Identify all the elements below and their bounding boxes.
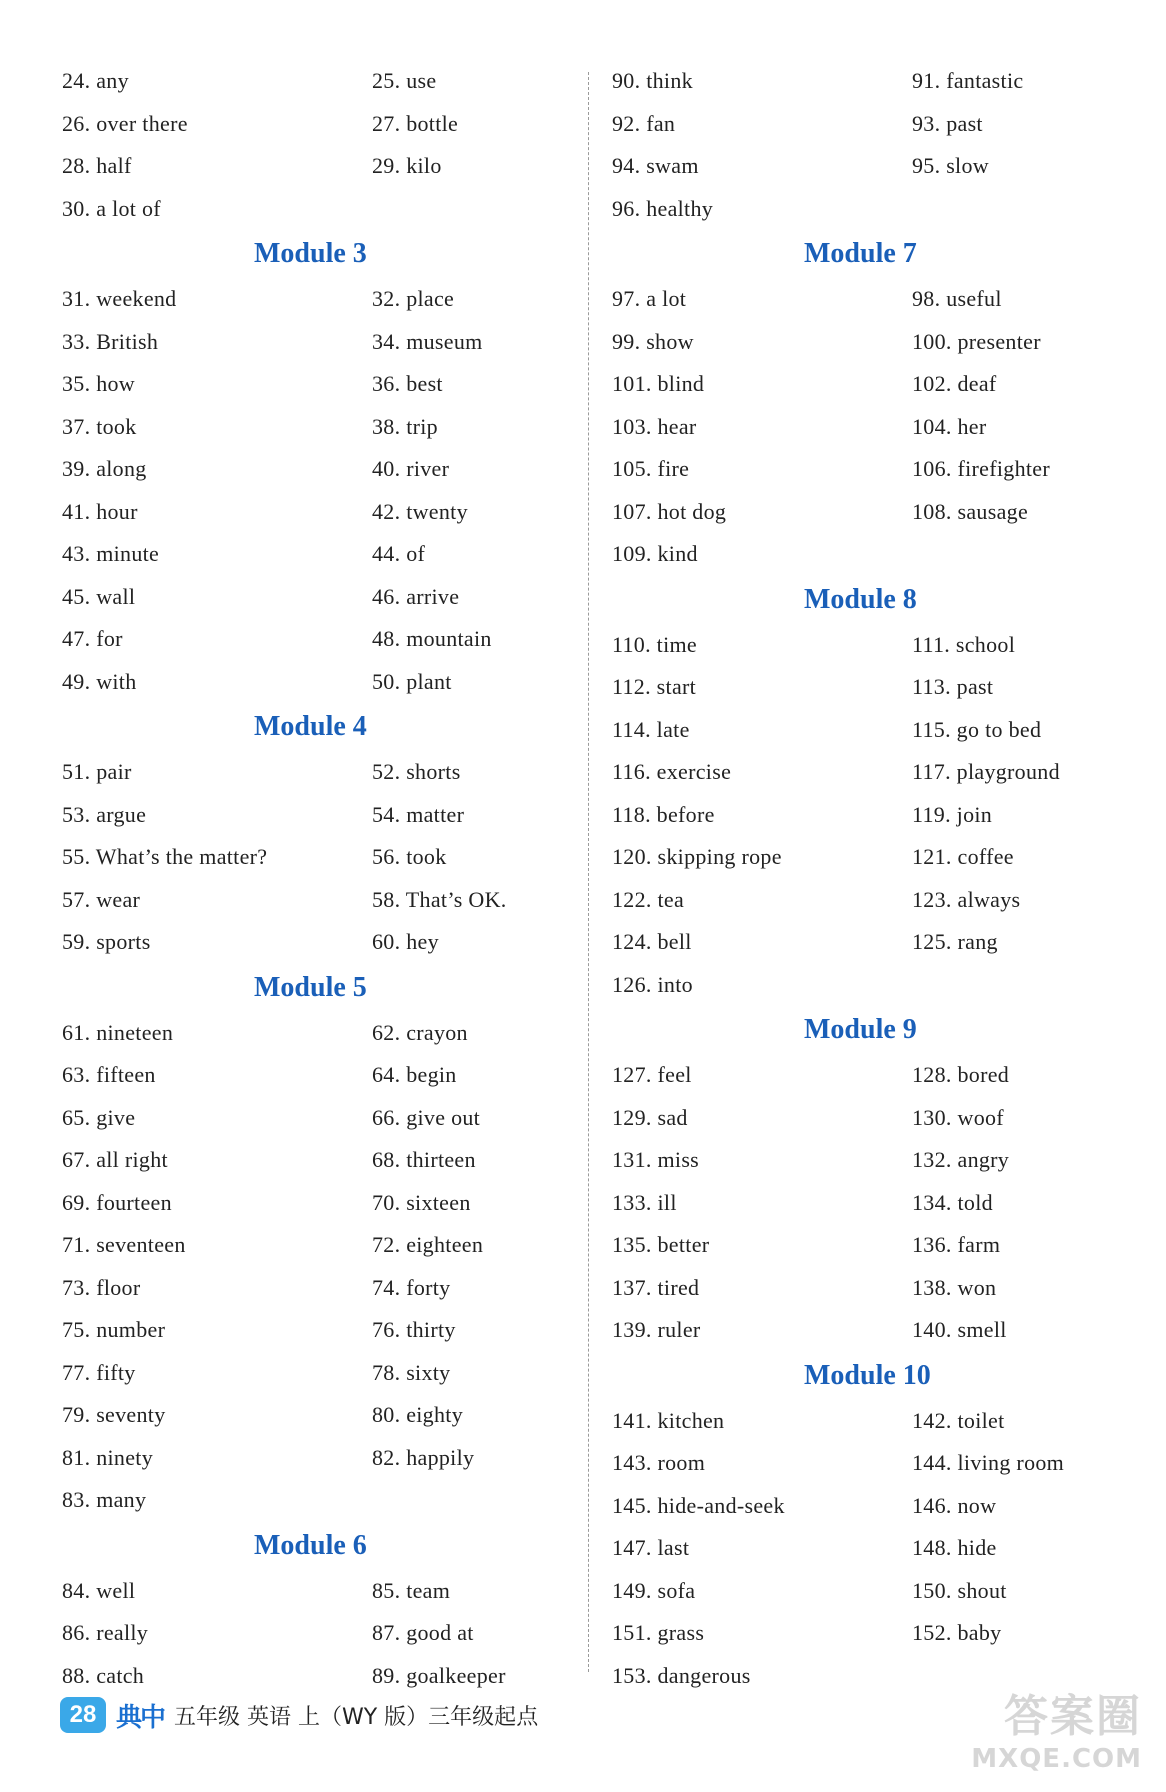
answer-row bbox=[612, 363, 1132, 406]
answer-item: 41. hour bbox=[62, 498, 138, 524]
answer-row bbox=[62, 1267, 562, 1310]
answer-item: 90. think bbox=[612, 68, 693, 94]
page-footer bbox=[60, 1695, 538, 1735]
module-title: Module 10 bbox=[804, 1359, 931, 1391]
answer-item: 128. bored bbox=[912, 1062, 1010, 1088]
answer-item: 141. kitchen bbox=[612, 1407, 725, 1433]
answer-item: 142. toilet bbox=[912, 1407, 1005, 1433]
brand-logo: 典中 bbox=[116, 1702, 165, 1733]
answer-item: 68. thirteen bbox=[372, 1147, 476, 1173]
answer-item: 152. baby bbox=[912, 1620, 1002, 1646]
answer-item: 122. tea bbox=[612, 886, 685, 912]
answer-item: 51. pair bbox=[62, 759, 132, 785]
answer-item: 56. took bbox=[372, 844, 447, 870]
answer-row bbox=[612, 321, 1132, 364]
answer-row bbox=[612, 751, 1132, 794]
answer-item: 96. healthy bbox=[612, 195, 714, 221]
answer-item: 130. woof bbox=[912, 1104, 1004, 1130]
answer-item: 138. won bbox=[912, 1274, 997, 1300]
answer-item: 36. best bbox=[372, 371, 443, 397]
answer-item: 48. mountain bbox=[372, 626, 492, 652]
answer-item: 59. sports bbox=[62, 929, 151, 955]
answer-item: 31. weekend bbox=[62, 286, 177, 312]
answer-item: 94. swam bbox=[612, 153, 699, 179]
answer-item: 33. British bbox=[62, 328, 159, 354]
answer-item: 132. angry bbox=[912, 1147, 1010, 1173]
answer-item: 74. forty bbox=[372, 1274, 451, 1300]
answer-item: 118. before bbox=[612, 801, 715, 827]
answer-row bbox=[612, 964, 1132, 1007]
answer-item: 66. give out bbox=[372, 1104, 481, 1130]
answer-item: 145. hide-and-seek bbox=[612, 1492, 785, 1518]
answer-item: 46. arrive bbox=[372, 583, 460, 609]
answer-row bbox=[62, 1054, 562, 1097]
answer-row bbox=[62, 794, 562, 837]
answer-row bbox=[62, 1394, 562, 1437]
answer-item: 34. museum bbox=[372, 328, 483, 354]
answer-item: 53. argue bbox=[62, 801, 147, 827]
answer-row bbox=[612, 1182, 1132, 1225]
answer-row bbox=[612, 1097, 1132, 1140]
answer-item: 47. for bbox=[62, 626, 123, 652]
answer-item: 116. exercise bbox=[612, 759, 732, 785]
answer-row bbox=[612, 1139, 1132, 1182]
answer-row bbox=[62, 921, 562, 964]
answer-row bbox=[62, 60, 562, 103]
answer-row bbox=[62, 836, 562, 879]
answer-item: 135. better bbox=[612, 1232, 710, 1258]
answer-item: 70. sixteen bbox=[372, 1189, 471, 1215]
answer-row bbox=[612, 1527, 1132, 1570]
right-column bbox=[612, 60, 1132, 1697]
answer-row bbox=[612, 1612, 1132, 1655]
answer-row bbox=[62, 188, 562, 231]
answer-item: 61. nineteen bbox=[62, 1019, 174, 1045]
answer-item: 52. shorts bbox=[372, 759, 461, 785]
answer-item: 143. room bbox=[612, 1450, 706, 1476]
answer-item: 89. goalkeeper bbox=[372, 1662, 506, 1688]
answer-row bbox=[62, 1570, 562, 1613]
answer-row bbox=[62, 1479, 562, 1522]
answer-row bbox=[612, 921, 1132, 964]
answer-item: 67. all right bbox=[62, 1147, 168, 1173]
answer-item: 71. seventeen bbox=[62, 1232, 186, 1258]
answer-row bbox=[612, 709, 1132, 752]
answer-item: 54. matter bbox=[372, 801, 465, 827]
answer-row bbox=[62, 1097, 562, 1140]
answer-item: 88. catch bbox=[62, 1662, 145, 1688]
answer-item: 60. hey bbox=[372, 929, 439, 955]
answer-row bbox=[612, 533, 1132, 576]
answer-row bbox=[62, 321, 562, 364]
answer-row bbox=[62, 1182, 562, 1225]
answer-item: 64. begin bbox=[372, 1062, 457, 1088]
answer-item: 114. late bbox=[612, 716, 690, 742]
answer-row bbox=[612, 1224, 1132, 1267]
answer-item: 24. any bbox=[62, 68, 129, 94]
answer-row bbox=[62, 1139, 562, 1182]
answer-row bbox=[62, 1352, 562, 1395]
answer-item: 136. farm bbox=[912, 1232, 1001, 1258]
answer-item: 104. her bbox=[912, 413, 987, 439]
answer-item: 92. fan bbox=[612, 110, 676, 136]
module-title: Module 9 bbox=[804, 1014, 917, 1045]
answer-row bbox=[62, 576, 562, 619]
answer-row bbox=[62, 363, 562, 406]
answer-row bbox=[612, 278, 1132, 321]
answer-item: 109. kind bbox=[612, 541, 698, 567]
answer-item: 91. fantastic bbox=[912, 68, 1024, 94]
answer-item: 84. well bbox=[62, 1577, 136, 1603]
answer-item: 119. join bbox=[912, 801, 993, 827]
answer-item: 137. tired bbox=[612, 1274, 700, 1300]
answer-item: 148. hide bbox=[912, 1535, 997, 1561]
answer-item: 107. hot dog bbox=[612, 498, 727, 524]
answer-item: 77. fifty bbox=[62, 1359, 136, 1385]
answer-item: 98. useful bbox=[912, 286, 1002, 312]
answer-row bbox=[612, 145, 1132, 188]
answer-item: 27. bottle bbox=[372, 110, 459, 136]
answer-item: 62. crayon bbox=[372, 1019, 468, 1045]
answer-item: 124. bell bbox=[612, 929, 692, 955]
answer-row bbox=[612, 188, 1132, 231]
answer-item: 102. deaf bbox=[912, 371, 997, 397]
answer-row bbox=[612, 1400, 1132, 1443]
module-title: Module 4 bbox=[254, 711, 367, 742]
answer-row bbox=[62, 278, 562, 321]
answer-row bbox=[612, 1267, 1132, 1310]
answer-row bbox=[612, 624, 1132, 667]
answer-item: 73. floor bbox=[62, 1274, 141, 1300]
answer-item: 85. team bbox=[372, 1577, 451, 1603]
answer-row bbox=[62, 618, 562, 661]
watermark bbox=[971, 1680, 1142, 1774]
watermark-logo-text: 答案圈 bbox=[1004, 1691, 1142, 1742]
book-title: 五年级 英语 上（WY 版）三年级起点 bbox=[174, 1704, 539, 1730]
answer-item: 39. along bbox=[62, 456, 147, 482]
answer-item: 115. go to bed bbox=[912, 716, 1042, 742]
answer-row bbox=[62, 1655, 562, 1698]
answer-item: 126. into bbox=[612, 971, 693, 997]
answer-item: 32. place bbox=[372, 286, 455, 312]
answer-item: 149. sofa bbox=[612, 1577, 696, 1603]
answer-item: 133. ill bbox=[612, 1189, 677, 1215]
answer-row bbox=[612, 103, 1132, 146]
answer-item: 111. school bbox=[912, 631, 1016, 657]
answer-item: 69. fourteen bbox=[62, 1189, 172, 1215]
answer-row bbox=[62, 145, 562, 188]
module-title: Module 5 bbox=[254, 971, 367, 1003]
answer-row bbox=[612, 1570, 1132, 1613]
answer-row bbox=[612, 666, 1132, 709]
watermark-url: MXQE.COM bbox=[971, 1744, 1142, 1774]
answer-row bbox=[62, 661, 562, 704]
module-title: Module 8 bbox=[804, 583, 917, 615]
answer-item: 153. dangerous bbox=[612, 1662, 751, 1688]
answer-item: 117. playground bbox=[912, 759, 1060, 785]
answer-row bbox=[612, 1054, 1132, 1097]
answer-row bbox=[612, 1309, 1132, 1352]
answer-item: 105. fire bbox=[612, 456, 690, 482]
answer-item: 106. firefighter bbox=[912, 456, 1050, 482]
answer-item: 49. with bbox=[62, 668, 137, 694]
answer-row bbox=[62, 1012, 562, 1055]
answer-row bbox=[612, 448, 1132, 491]
answer-item: 147. last bbox=[612, 1535, 690, 1561]
answer-item: 44. of bbox=[372, 541, 426, 567]
answer-item: 40. river bbox=[372, 456, 450, 482]
answer-item: 150. shout bbox=[912, 1577, 1007, 1603]
answer-row bbox=[612, 836, 1132, 879]
answer-item: 30. a lot of bbox=[62, 195, 161, 221]
answer-row bbox=[612, 406, 1132, 449]
answer-item: 50. plant bbox=[372, 668, 452, 694]
module-title: Module 6 bbox=[254, 1529, 367, 1561]
answer-row bbox=[62, 406, 562, 449]
answer-item: 75. number bbox=[62, 1317, 166, 1343]
answer-item: 58. That’s OK. bbox=[372, 886, 507, 912]
answer-item: 55. What’s the matter? bbox=[62, 844, 268, 870]
answer-item: 95. slow bbox=[912, 153, 989, 179]
answer-item: 127. feel bbox=[612, 1062, 692, 1088]
answer-row bbox=[62, 491, 562, 534]
module-title: Module 7 bbox=[804, 238, 917, 269]
answer-item: 35. how bbox=[62, 371, 135, 397]
left-column bbox=[62, 60, 562, 1697]
answer-row bbox=[62, 448, 562, 491]
answer-item: 29. kilo bbox=[372, 153, 442, 179]
answer-row bbox=[62, 1612, 562, 1655]
answer-item: 103. hear bbox=[612, 413, 697, 439]
column-divider bbox=[588, 72, 589, 1672]
answer-item: 65. give bbox=[62, 1104, 136, 1130]
answer-item: 57. wear bbox=[62, 886, 141, 912]
answer-row bbox=[62, 1309, 562, 1352]
answer-item: 43. minute bbox=[62, 541, 160, 567]
answer-row bbox=[612, 1442, 1132, 1485]
answer-item: 82. happily bbox=[372, 1444, 475, 1470]
answer-item: 37. took bbox=[62, 413, 137, 439]
answer-row bbox=[612, 879, 1132, 922]
answer-item: 72. eighteen bbox=[372, 1232, 484, 1258]
answer-row bbox=[62, 533, 562, 576]
answer-item: 100. presenter bbox=[912, 328, 1041, 354]
answer-item: 79. seventy bbox=[62, 1402, 166, 1428]
answer-item: 144. living room bbox=[912, 1450, 1065, 1476]
answer-item: 87. good at bbox=[372, 1620, 474, 1646]
answer-item: 110. time bbox=[612, 631, 697, 657]
answer-item: 139. ruler bbox=[612, 1317, 701, 1343]
answer-item: 80. eighty bbox=[372, 1402, 463, 1428]
answer-row bbox=[62, 1437, 562, 1480]
answer-item: 123. always bbox=[912, 886, 1021, 912]
answer-row bbox=[62, 751, 562, 794]
answer-row bbox=[612, 1485, 1132, 1528]
answer-item: 121. coffee bbox=[912, 844, 1014, 870]
answer-row bbox=[612, 794, 1132, 837]
answer-item: 120. skipping rope bbox=[612, 844, 782, 870]
answer-item: 113. past bbox=[912, 674, 994, 700]
answer-item: 93. past bbox=[912, 110, 983, 136]
answer-item: 45. wall bbox=[62, 583, 136, 609]
answer-item: 129. sad bbox=[612, 1104, 688, 1130]
answer-item: 108. sausage bbox=[912, 498, 1029, 524]
answer-item: 81. ninety bbox=[62, 1444, 153, 1470]
answer-item: 26. over there bbox=[62, 110, 188, 136]
answer-item: 63. fifteen bbox=[62, 1062, 156, 1088]
answer-item: 134. told bbox=[912, 1189, 993, 1215]
answer-item: 140. smell bbox=[912, 1317, 1007, 1343]
answer-item: 125. rang bbox=[912, 929, 998, 955]
answer-item: 131. miss bbox=[612, 1147, 700, 1173]
answer-item: 151. grass bbox=[612, 1620, 705, 1646]
answer-item: 78. sixty bbox=[372, 1359, 451, 1385]
answer-item: 83. many bbox=[62, 1487, 147, 1513]
answer-item: 38. trip bbox=[372, 413, 438, 439]
module-title: Module 3 bbox=[254, 238, 367, 269]
page-number-badge: 28 bbox=[60, 1697, 106, 1733]
answer-item: 25. use bbox=[372, 68, 437, 94]
answer-row bbox=[62, 103, 562, 146]
answer-row bbox=[612, 60, 1132, 103]
answer-row bbox=[62, 879, 562, 922]
answer-item: 97. a lot bbox=[612, 286, 687, 312]
answer-item: 99. show bbox=[612, 328, 694, 354]
answer-row bbox=[62, 1224, 562, 1267]
answer-item: 42. twenty bbox=[372, 498, 468, 524]
answer-item: 101. blind bbox=[612, 371, 705, 397]
answer-item: 28. half bbox=[62, 153, 132, 179]
answer-item: 112. start bbox=[612, 674, 697, 700]
answer-item: 86. really bbox=[62, 1620, 149, 1646]
answer-item: 146. now bbox=[912, 1492, 997, 1518]
answer-item: 76. thirty bbox=[372, 1317, 456, 1343]
answer-row bbox=[612, 491, 1132, 534]
